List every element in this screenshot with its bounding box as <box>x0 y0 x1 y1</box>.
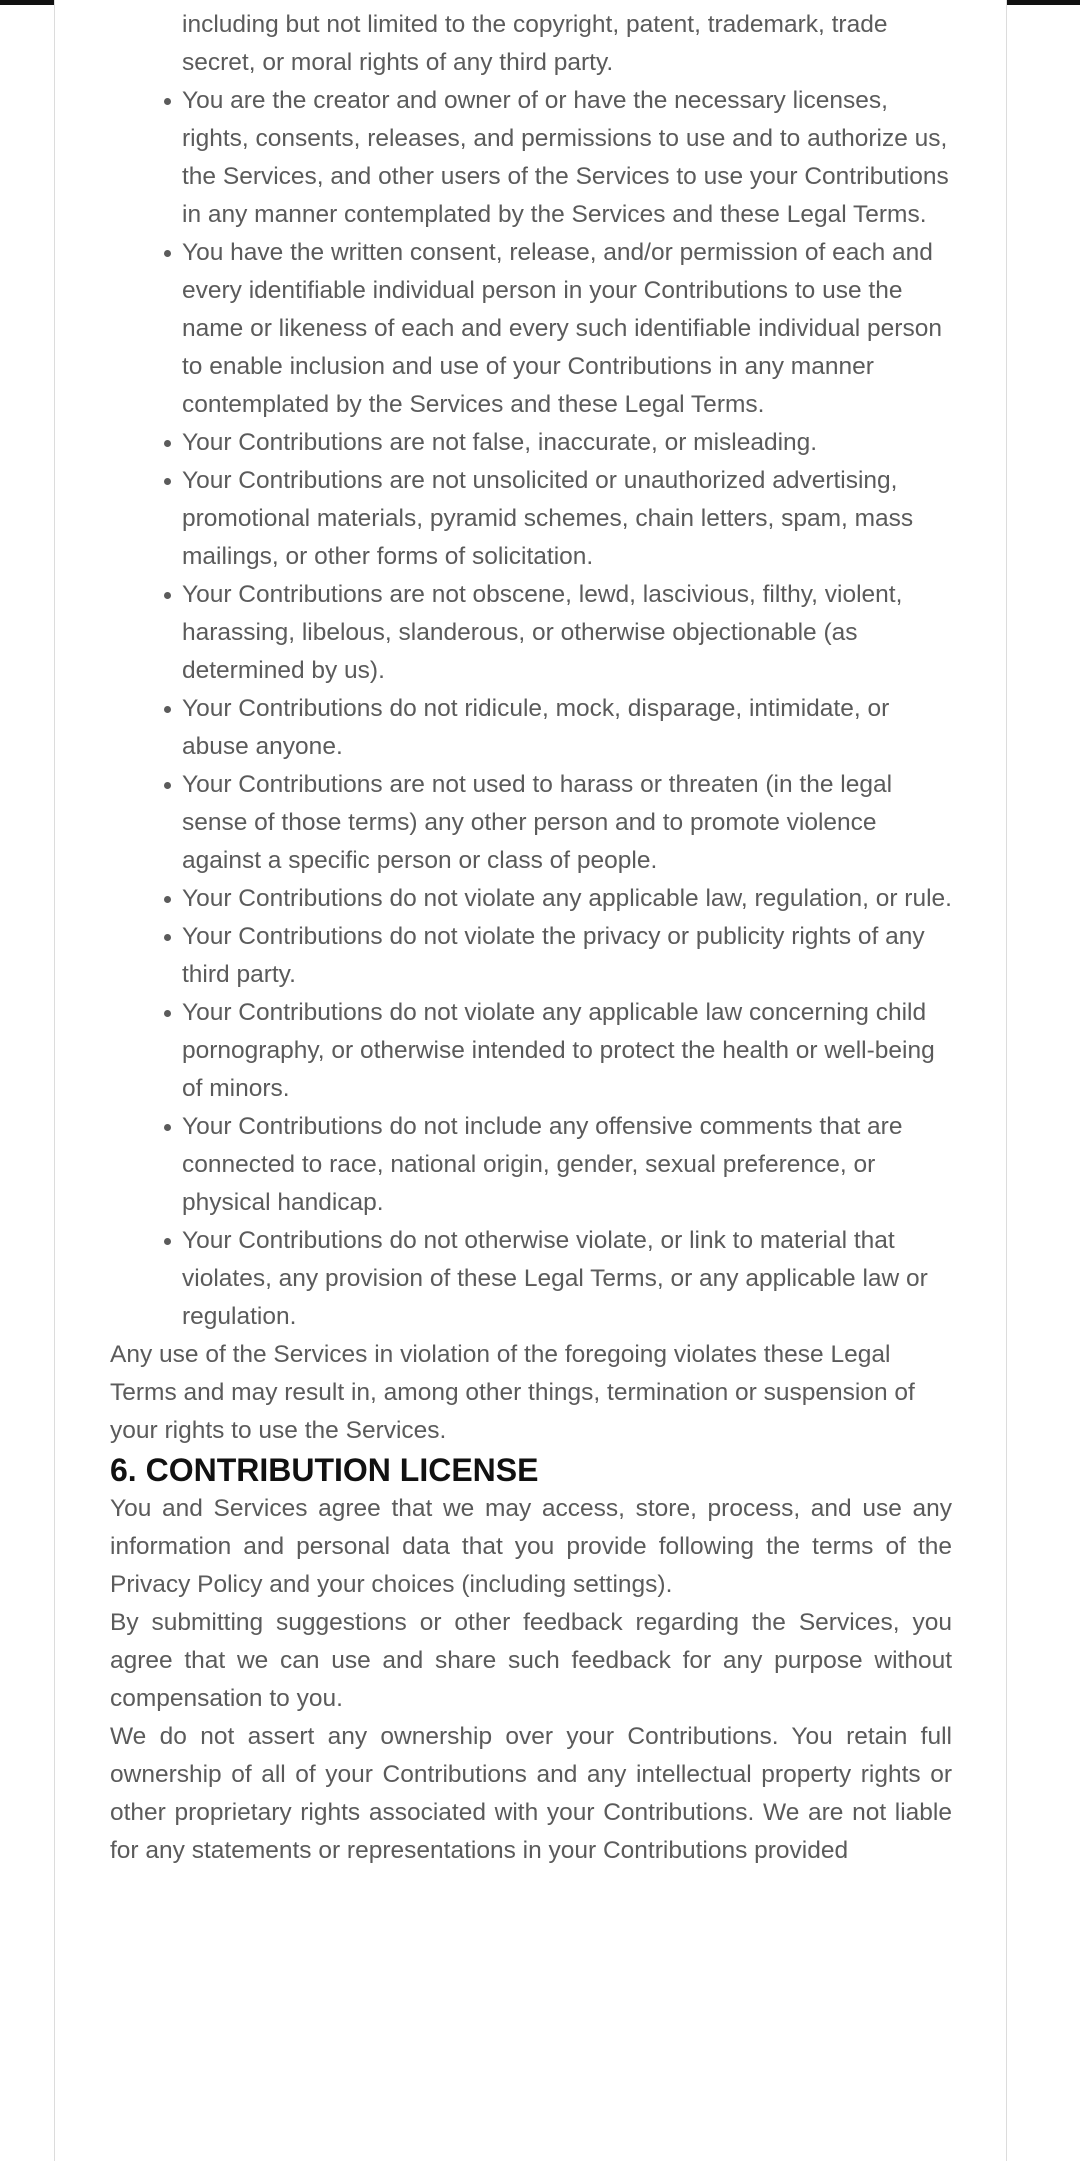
list-item: Your Contributions do not violate any applicable law, regulation, or rule. <box>182 880 952 918</box>
list-item: Your Contributions are not obscene, lewd, lascivious, filthy, violent, harassing, libelous, slanderous, or otherwise objectionable (as determined by us). <box>182 576 952 690</box>
section-6-paragraph: By submitting suggestions or other feedback regarding the Services, you agree that we can use and share such feedback for any purpose without compensation to you. <box>110 1609 952 1712</box>
list-item: Your Contributions do not otherwise violate, or link to material that violates, any provision of these Legal Terms, or any applicable law or regulation. <box>182 1222 952 1336</box>
list-item: Your Contributions are not used to harass or threaten (in the legal sense of those terms) any other person and to promote violence against a specific person or class of people. <box>182 766 952 880</box>
terms-content <box>110 6 952 1870</box>
violation-paragraph: Any use of the Services in violation of the foregoing violates these Legal Terms and may result in, among other things, termination or suspension of your rights to use the Services. <box>110 1341 915 1444</box>
section-6-heading: 6. CONTRIBUTION LICENSE <box>110 1452 539 1488</box>
list-item: Your Contributions are not unsolicited or unauthorized advertising, promotional materials, pyramid schemes, chain letters, spam, mass mailings, or other forms of solicitation. <box>182 462 952 576</box>
section-6-paragraph: We do not assert any ownership over your Contributions. You retain full ownership of all of your Contributions and any intellectual property rights or other proprietary rights associated with your Contributions. We are not liable for any statements or representations in your Contributions provided <box>110 1723 952 1864</box>
contribution-requirements-list <box>110 6 952 1336</box>
list-item: Your Contributions do not include any offensive comments that are connected to race, national origin, gender, sexual preference, or physical handicap. <box>182 1108 952 1222</box>
list-item: including but not limited to the copyright, patent, trademark, trade secret, or moral rights of any third party. <box>182 11 888 76</box>
list-item: You are the creator and owner of or have the necessary licenses, rights, consents, releases, and permissions to use and to authorize us, the Services, and other users of the Services to use your Contributions in any manner contemplated by the Services and these Legal Terms. <box>182 82 952 234</box>
list-item: Your Contributions do not violate the privacy or publicity rights of any third party. <box>182 918 952 994</box>
list-item: Your Contributions do not ridicule, mock, disparage, intimidate, or abuse anyone. <box>182 690 952 766</box>
list-item: Your Contributions are not false, inaccurate, or misleading. <box>182 424 952 462</box>
section-6-paragraph: You and Services agree that we may access, store, process, and use any information and personal data that you provide following the terms of the Privacy Policy and your choices (including settings). <box>110 1495 952 1598</box>
list-item: Your Contributions do not violate any applicable law concerning child pornography, or otherwise intended to protect the health or well-being of minors. <box>182 994 952 1108</box>
list-item: You have the written consent, release, and/or permission of each and every identifiable individual person in your Contributions to use the name or likeness of each and every such identifiable individual person to enable inclusion and use of your Contributions in any manner contemplated by the Services and these Legal Terms. <box>182 234 952 424</box>
